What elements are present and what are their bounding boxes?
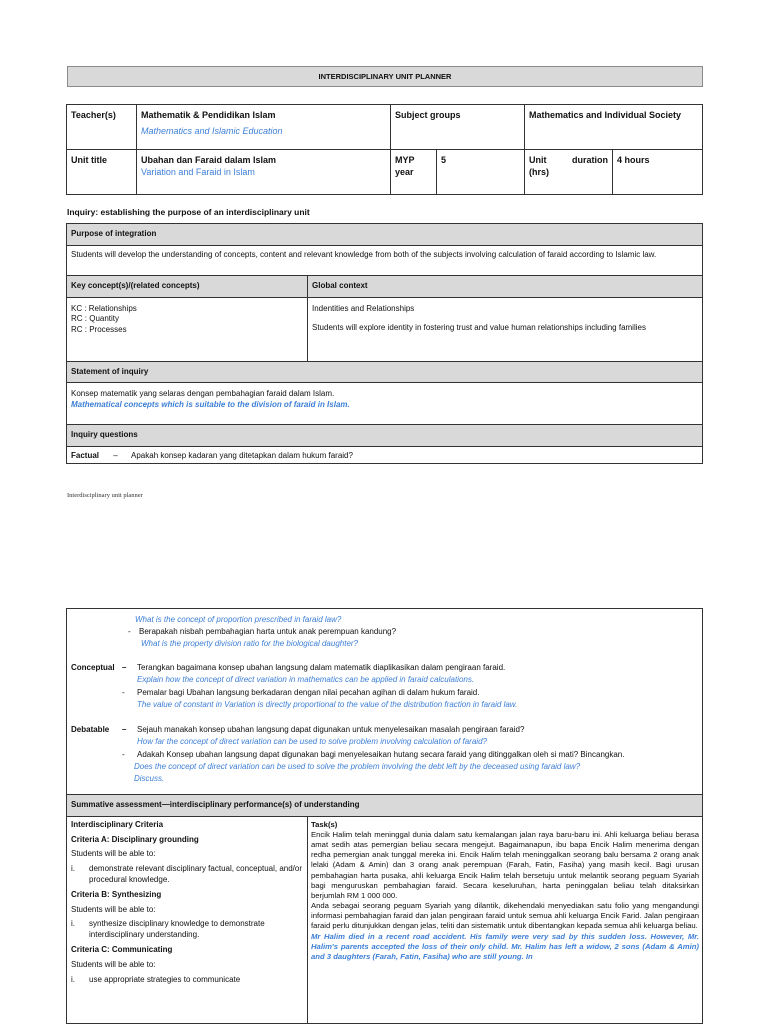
global-context-cell <box>308 297 703 361</box>
debatable-dash: – <box>122 725 127 734</box>
unit-duration-label-1: Unit <box>529 155 547 165</box>
unit-title-value-en: Variation and Faraid in Islam <box>141 167 255 178</box>
unit-duration-value: 4 hours <box>613 150 703 195</box>
task-paragraph-2: Anda sebagai seorang peguam Syariah yang dilantik, dikehendaki menyediakan satu folio yang mengandungi informasi pembahagian faraid dan jalan pengiraan faraid untuk semua ahli keluarga Encik Farid. Jalan pengiraan faraid perlu ditunjukkan dengan jelas, teliti dan sistematik untuk dibentangkan kepada semua ahli keluarga beliau. <box>311 901 699 931</box>
conceptual-q2: Pemalar bagi Ubahan langsung berkadaran dengan nilai pecahan agihan di dalam hukum faraid. <box>137 688 480 697</box>
debatable-q1-en: How far the concept of direct variation can be used to solve problem involving calculation of faraid? <box>137 737 487 746</box>
list-number: i. <box>71 974 75 984</box>
teacher-value-cell <box>137 105 391 150</box>
global-context-title: Indentities and Relationships <box>312 303 415 313</box>
teacher-label: Teacher(s) <box>67 105 137 150</box>
summative-table <box>66 794 703 1024</box>
purpose-text: Students will develop the understanding of concepts, content and relevant knowledge from both of the subjects involving calculation of faraid according to Islamic law. <box>67 245 703 275</box>
criteria-title: Interdisciplinary Criteria <box>71 819 164 829</box>
list-number: i. <box>71 864 75 874</box>
inquiry-questions-continued <box>66 608 703 794</box>
criteria-cell <box>67 816 308 1023</box>
factual-label: Factual <box>71 451 100 461</box>
debatable-q2: Adakah Konsep ubahan langsung dapat digunakan bagi menyelesaikan hutang secara faraid yang ditinggalkan oleh si mati? Bincangkan. <box>137 750 625 759</box>
myp-year-value: 5 <box>437 150 525 195</box>
criterion-c: Criteria C: Communicating <box>71 944 173 954</box>
conceptual-q1-en: Explain how the concept of direct variation in mathematics can be applied in faraid calculations. <box>137 675 475 684</box>
factual-q2-en: What is the property division ratio for the biological daughter? <box>141 639 359 648</box>
statement-cell <box>67 383 703 425</box>
key-concepts-cell <box>67 297 308 361</box>
task-cell <box>308 816 703 1023</box>
teacher-value-en: Mathematics and Islamic Education <box>141 126 283 137</box>
debatable-q2-bullet: - <box>122 750 125 759</box>
key-concepts-label: Key concept(s)/(related concepts) <box>67 275 308 297</box>
able-to-b: Students will be able to: <box>71 904 156 914</box>
conceptual-dash: – <box>122 663 127 672</box>
debatable-label: Debatable <box>71 725 110 734</box>
criterion-a-item-text: demonstrate relevant disciplinary factual, conceptual, and/or procedural knowledge. <box>89 864 303 884</box>
unit-title-value-cell <box>137 150 391 195</box>
conceptual-q2-en: The value of constant in Variation is directly proportional to the value of the distribution fraction in faraid law. <box>137 700 518 709</box>
debatable-q2-en-1: Does the concept of direct variation can be used to solve the problem involving the debt left by the deceased using faraid law? <box>134 762 581 771</box>
planner-title: INTERDISCIPLINARY UNIT PLANNER <box>67 66 703 87</box>
global-context-label: Global context <box>308 275 703 297</box>
key-concept-item: KC : Relationships <box>71 303 137 313</box>
global-context-text: Students will explore identity in fostering trust and value human relationships including families <box>312 323 646 333</box>
criterion-c-item <box>71 975 303 986</box>
list-number: i. <box>71 919 75 929</box>
unit-title-label: Unit title <box>67 150 137 195</box>
statement-label: Statement of inquiry <box>67 361 703 383</box>
factual-q2: Berapakah nisbah pembahagian harta untuk anak perempuan kandung? <box>139 627 397 636</box>
conceptual-label: Conceptual <box>71 663 115 672</box>
key-concept-item: RC : Processes <box>71 325 127 335</box>
inquiry-table <box>66 223 703 464</box>
unit-title-value: Ubahan dan Faraid dalam Islam <box>141 155 277 165</box>
unit-duration-label-2: duration <box>572 155 608 165</box>
factual-q1: Apakah konsep kadaran yang ditetapkan dalam hukum faraid? <box>131 451 353 461</box>
conceptual-q1: Terangkan bagaimana konsep ubahan langsung dalam matematik diaplikasikan dalam pengiraan faraid. <box>137 663 506 672</box>
subject-groups-label: Subject groups <box>391 105 525 150</box>
criterion-a-item <box>71 864 303 886</box>
criterion-b-item <box>71 919 303 941</box>
factual-q2-bullet: - <box>128 627 131 636</box>
criterion-a: Criteria A: Disciplinary grounding <box>71 834 199 844</box>
criterion-c-item-text: use appropriate strategies to communicate <box>89 974 241 984</box>
factual-row <box>67 447 703 464</box>
questions-label: Inquiry questions <box>67 425 703 447</box>
task-paragraph-1: Encik Halim telah meninggal dunia dalam satu kemalangan jalan raya baru-baru ini. Ahli keluarga beliau berasa amat sedih atas pemergian beliau secara mengejut. Bagaimanapun, ibu bapa Encik Halim menerima dengan redha pemergian anak tunggal mereka ini. Encik Halim telah meninggalkan seorang balu bersama 2 orang anak lelaki (Adam & Amin) dan 3 orang anak perempuan (Farah, Fatin, Fasiha) yang masih kecil. Bagi urusan pembahagian harta pusaka, ahli keluarga Encik Halim telah bersetuju untuk melantik seorang peguam Syariah bagi menguruskan pembahagian faraid. Secara keseluruhan, harta peninggalan beliau telah ditaksirkan berjumlah RM 1 000 000. <box>311 829 699 900</box>
summative-header: Summative assessment—interdisciplinary performance(s) of understanding <box>67 795 703 817</box>
factual-dash: – <box>113 451 118 461</box>
inquiry-heading: Inquiry: establishing the purpose of an interdisciplinary unit <box>67 207 310 217</box>
purpose-label: Purpose of integration <box>67 224 703 246</box>
criterion-b-item-text: synthesize disciplinary knowledge to demonstrate interdisciplinary understanding. <box>89 919 265 940</box>
page-footer: Interdisciplinary unit planner <box>67 492 143 499</box>
unit-duration-label <box>525 150 613 195</box>
factual-q1-en: What is the concept of proportion prescribed in faraid law? <box>135 615 342 624</box>
debatable-q1: Sejauh manakah konsep ubahan langsung dapat digunakan untuk menyelesaikan masalah pengiraan faraid? <box>137 725 525 734</box>
unit-info-table <box>66 104 703 195</box>
task-paragraph-3-en: Mr Halim died in a recent road accident. His family were very sad by this sudden loss. However, Mr. Halim's parents accepted the loss of their only child. Mr. Halim has left a widow, 2 sons (Adam & Amin) and 3 daughters (Farah, Fatin, Fasiha) who are still young. In <box>311 931 699 961</box>
myp-year-label: MYP year <box>391 150 437 195</box>
debatable-q2-en-2: Discuss. <box>134 774 165 783</box>
statement-text: Konsep matematik yang selaras dengan pembahagian faraid dalam Islam. <box>71 389 335 399</box>
task-label: Task(s) <box>311 819 338 829</box>
conceptual-q2-bullet: - <box>122 688 125 697</box>
key-concept-item: RC : Quantity <box>71 314 120 324</box>
statement-text-en: Mathematical concepts which is suitable to the division of faraid in Islam. <box>71 400 350 410</box>
subject-groups-value: Mathematics and Individual Society <box>525 105 703 150</box>
able-to-c: Students will be able to: <box>71 959 156 969</box>
teacher-value: Mathematik & Pendidikan Islam <box>141 110 276 120</box>
criterion-b: Criteria B: Synthesizing <box>71 889 162 899</box>
unit-duration-label-3: (hrs) <box>529 167 549 178</box>
able-to-a: Students will be able to: <box>71 849 156 859</box>
